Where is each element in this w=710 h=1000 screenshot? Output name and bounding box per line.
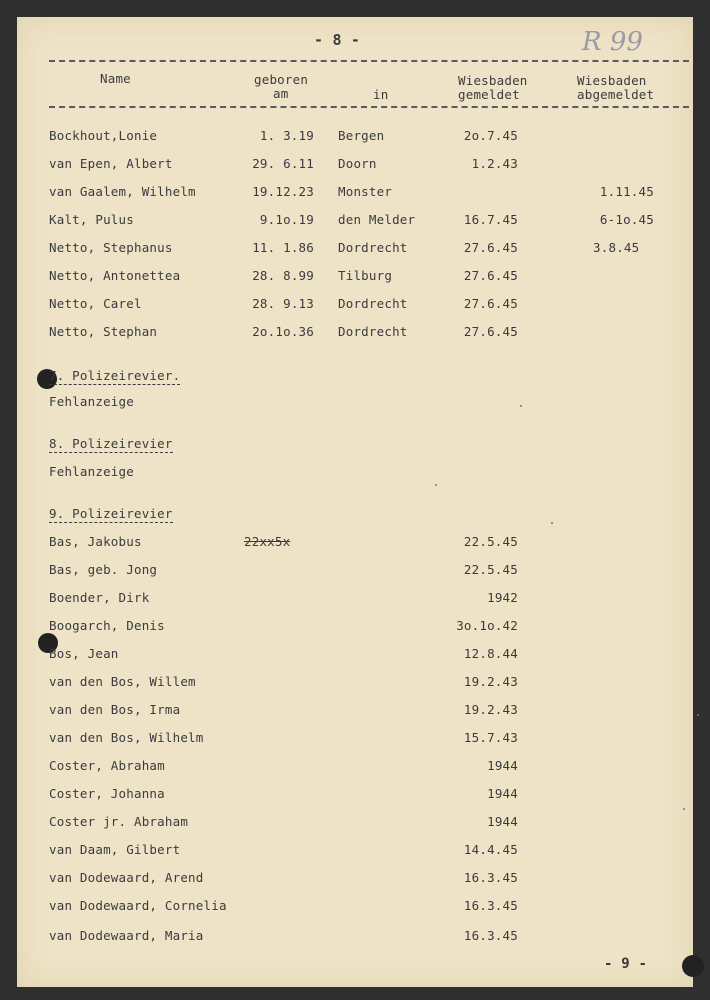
cell-name: Coster, Abraham — [49, 758, 165, 773]
section-7-heading — [49, 369, 180, 383]
cell-gemeldet: 16.3.45 — [463, 870, 518, 885]
handwritten-reference: R 99 — [582, 27, 643, 57]
cell-gemeldet: 16.7.45 — [463, 212, 518, 227]
cell-gemeldet: 27.6.45 — [463, 240, 518, 255]
cell-gemeldet: 27.6.45 — [463, 296, 518, 311]
cell-name: Kalt, Pulus — [49, 212, 134, 227]
cell-name: Bas, geb. Jong — [49, 562, 158, 577]
speck — [683, 808, 685, 810]
table-row — [0, 899, 710, 913]
cell-gemeldet: 1944 — [487, 758, 518, 773]
header-gemeldet-2: gemeldet — [458, 87, 520, 102]
cell-born: 29. 6.11 — [252, 156, 314, 171]
header-name: Name — [100, 71, 131, 86]
table-row — [0, 269, 710, 283]
cell-gemeldet: 16.3.45 — [463, 898, 518, 913]
table-row — [0, 185, 710, 199]
cell-name: Netto, Stephan — [49, 324, 158, 339]
cell-name: Netto, Antonettea — [49, 268, 181, 283]
cell-abgemeldet: 3.8.45 — [593, 240, 640, 255]
cell-gemeldet: 12.8.44 — [463, 646, 518, 661]
table-row — [0, 703, 710, 717]
cell-gemeldet: 1942 — [487, 590, 518, 605]
cell-gemeldet: 1944 — [487, 786, 518, 801]
cell-gemeldet: 19.2.43 — [463, 702, 518, 717]
table-row — [0, 759, 710, 773]
cell-name: Bos, Jean — [49, 646, 119, 661]
cell-place: Dordrecht — [338, 296, 408, 311]
cell-name: van Dodewaard, Arend — [49, 870, 204, 885]
page-number-top: - 8 - — [314, 31, 361, 49]
cell-name: Coster, Johanna — [49, 786, 165, 801]
page-number-bottom: - 9 - — [604, 956, 648, 972]
table-row — [0, 815, 710, 829]
section-8-title: 8. Polizeirevier — [49, 436, 173, 451]
cell-gemeldet: 19.2.43 — [463, 674, 518, 689]
header-geboren-1: geboren — [254, 72, 309, 87]
section-9-title: 9. Polizeirevier — [49, 506, 173, 521]
cell-name: Bockhout,Lonie — [49, 128, 158, 143]
cell-gemeldet: 16.3.45 — [463, 928, 518, 943]
table-row — [0, 647, 710, 661]
cell-name: van den Bos, Willem — [49, 674, 196, 689]
cell-place: Bergen — [338, 128, 385, 143]
table-row — [0, 535, 710, 549]
cell-name: van den Bos, Wilhelm — [49, 730, 204, 745]
cell-name: van Epen, Albert — [49, 156, 173, 171]
cell-born: 1. 3.19 — [259, 128, 314, 143]
cell-born: 9.1o.19 — [259, 212, 314, 227]
section-9-heading — [49, 507, 173, 521]
table-row — [0, 675, 710, 689]
cell-name: Netto, Carel — [49, 296, 142, 311]
header-abgemeldet-2: abgemeldet — [577, 87, 655, 102]
cell-born: 28. 8.99 — [252, 268, 314, 283]
table-row — [0, 929, 710, 943]
header-gemeldet-1: Wiesbaden — [458, 73, 528, 88]
cell-name: Coster jr. Abraham — [49, 814, 189, 829]
table-row — [0, 157, 710, 171]
speck — [520, 405, 522, 407]
cell-abgemeldet: 1.11.45 — [599, 184, 654, 199]
cell-gemeldet: 3o.1o.42 — [456, 618, 518, 633]
cell-name: Boender, Dirk — [49, 590, 150, 605]
cell-gemeldet: 15.7.43 — [463, 730, 518, 745]
cell-name: van den Bos, Irma — [49, 702, 181, 717]
header-rule-bottom — [49, 106, 689, 108]
cell-place: den Melder — [338, 212, 416, 227]
section-7-note: Fehlanzeige — [49, 394, 134, 409]
table-row — [0, 591, 710, 605]
table-row — [0, 213, 710, 227]
table-row — [0, 871, 710, 885]
table-row — [0, 563, 710, 577]
cell-name: van Dodewaard, Maria — [49, 928, 204, 943]
cell-gemeldet: 1.2.43 — [471, 156, 518, 171]
speck — [435, 484, 437, 486]
section-8-note: Fehlanzeige — [49, 464, 134, 479]
table-row — [0, 241, 710, 255]
cell-born: 19.12.23 — [252, 184, 314, 199]
cell-gemeldet: 2o.7.45 — [463, 128, 518, 143]
cell-place: Monster — [338, 184, 393, 199]
cell-place: Tilburg — [338, 268, 393, 283]
header-rule-top — [49, 60, 689, 62]
struck-out-text: 22xx5x — [244, 534, 291, 549]
section-8-heading — [49, 437, 173, 451]
cell-gemeldet: 27.6.45 — [463, 324, 518, 339]
cell-place: Doorn — [338, 156, 377, 171]
header-abgemeldet-1: Wiesbaden — [577, 73, 647, 88]
cell-gemeldet: 14.4.45 — [463, 842, 518, 857]
cell-place: Dordrecht — [338, 240, 408, 255]
cell-name: van Gaalem, Wilhelm — [49, 184, 196, 199]
table-row — [0, 731, 710, 745]
cell-born: 28. 9.13 — [252, 296, 314, 311]
edge-hole — [682, 955, 704, 977]
header-in: in — [373, 87, 389, 102]
cell-gemeldet: 22.5.45 — [463, 534, 518, 549]
table-row — [0, 325, 710, 339]
table-row — [0, 843, 710, 857]
cell-born: 11. 1.86 — [252, 240, 314, 255]
cell-name: Boogarch, Denis — [49, 618, 165, 633]
speck — [551, 522, 553, 524]
table-row — [0, 129, 710, 143]
header-geboren-2: am — [273, 86, 289, 101]
section-7-title: 7. Polizeirevier. — [49, 368, 181, 383]
cell-gemeldet: 27.6.45 — [463, 268, 518, 283]
table-row — [0, 297, 710, 311]
cell-place: Dordrecht — [338, 324, 408, 339]
cell-born: 2o.1o.36 — [252, 324, 314, 339]
table-row — [0, 619, 710, 633]
cell-gemeldet: 22.5.45 — [463, 562, 518, 577]
cell-name: Netto, Stephanus — [49, 240, 173, 255]
table-row — [0, 787, 710, 801]
cell-name: van Daam, Gilbert — [49, 842, 181, 857]
cell-name: van Dodewaard, Cornelia — [49, 898, 227, 913]
cell-gemeldet: 1944 — [487, 814, 518, 829]
cell-abgemeldet: 6-1o.45 — [599, 212, 654, 227]
cell-name: Bas, Jakobus — [49, 534, 142, 549]
